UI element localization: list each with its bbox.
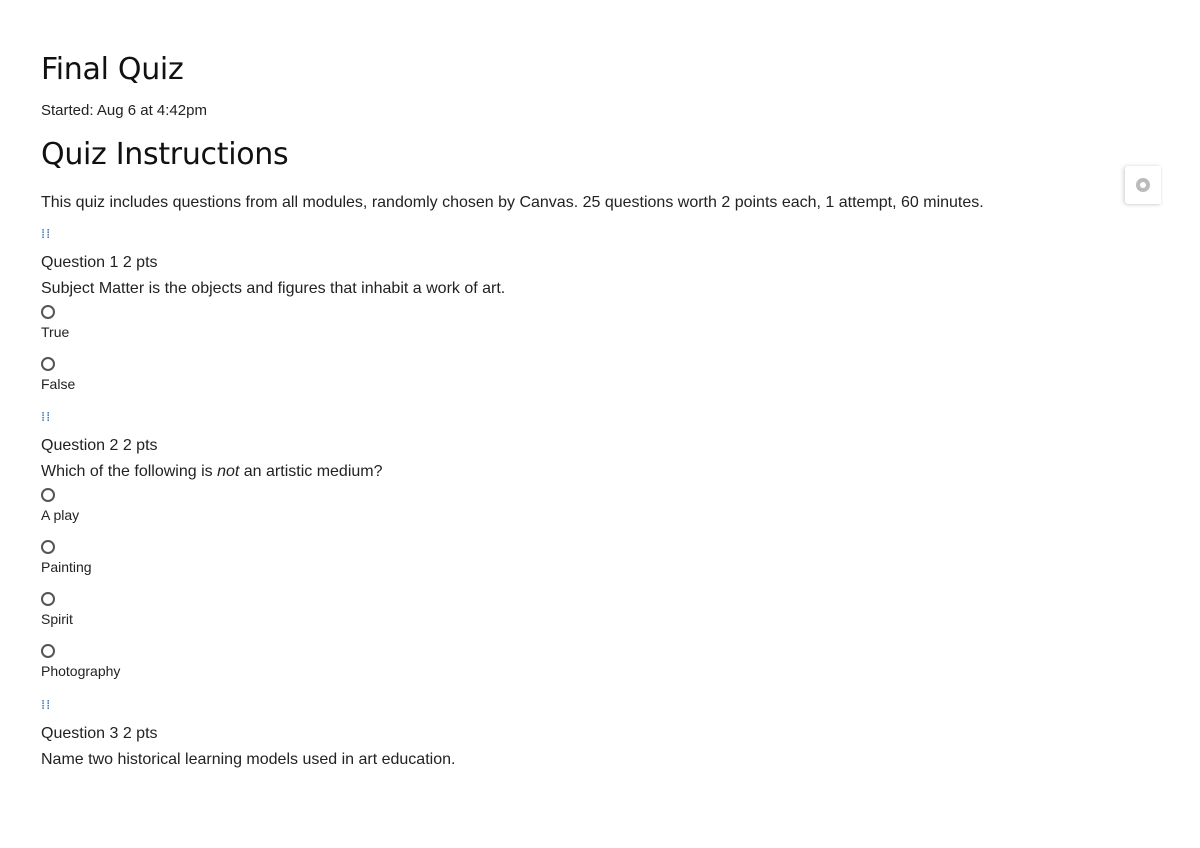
radio-button[interactable] — [41, 488, 55, 502]
radio-button[interactable] — [41, 592, 55, 606]
question-3 — [41, 698, 1041, 770]
answer-label: Photography — [41, 663, 121, 679]
started-timestamp: Started: Aug 6 at 4:42pm — [41, 102, 207, 119]
answer-label: Spirit — [41, 611, 73, 627]
answer-label: Painting — [41, 559, 92, 575]
answer-option-photography[interactable] — [41, 644, 1041, 690]
pagination-widget-icon — [1136, 178, 1150, 192]
answer-label: False — [41, 376, 76, 392]
instructions-heading: Quiz Instructions — [41, 137, 289, 172]
drag-handle-icon[interactable]: ⁞⁞ — [41, 227, 52, 242]
radio-button[interactable] — [41, 305, 55, 319]
radio-button[interactable] — [41, 644, 55, 658]
question-text: Name two historical learning models used in art education. — [41, 751, 456, 768]
question-text: Subject Matter is the objects and figures that inhabit a work of art. — [41, 280, 506, 297]
drag-handle-icon[interactable]: ⁞⁞ — [41, 410, 52, 425]
question-header: Question 1 2 pts — [41, 254, 158, 271]
question-header: Question 3 2 pts — [41, 725, 158, 742]
radio-button[interactable] — [41, 357, 55, 371]
answer-label: True — [41, 324, 70, 340]
drag-handle-icon[interactable]: ⁞⁞ — [41, 698, 52, 713]
answer-option-false[interactable] — [41, 357, 1041, 403]
answer-label: A play — [41, 507, 80, 523]
answer-option-true[interactable] — [41, 305, 1041, 351]
page-title: Final Quiz — [41, 52, 184, 87]
instructions-text: This quiz includes questions from all modules, randomly chosen by Canvas. 25 questions worth 2 points each, 1 attempt, 60 minutes. — [41, 194, 984, 211]
answer-list — [41, 305, 1041, 403]
answer-option-a-play[interactable] — [41, 488, 1041, 534]
question-2 — [41, 410, 1041, 690]
answer-option-spirit[interactable] — [41, 592, 1041, 638]
radio-button[interactable] — [41, 540, 55, 554]
question-text: Which of the following is not an artistic medium? — [41, 463, 383, 480]
question-header: Question 2 2 pts — [41, 437, 158, 454]
answer-option-painting[interactable] — [41, 540, 1041, 586]
question-1 — [41, 227, 1041, 403]
answer-list — [41, 488, 1041, 690]
side-widget-button[interactable] — [1125, 166, 1161, 204]
